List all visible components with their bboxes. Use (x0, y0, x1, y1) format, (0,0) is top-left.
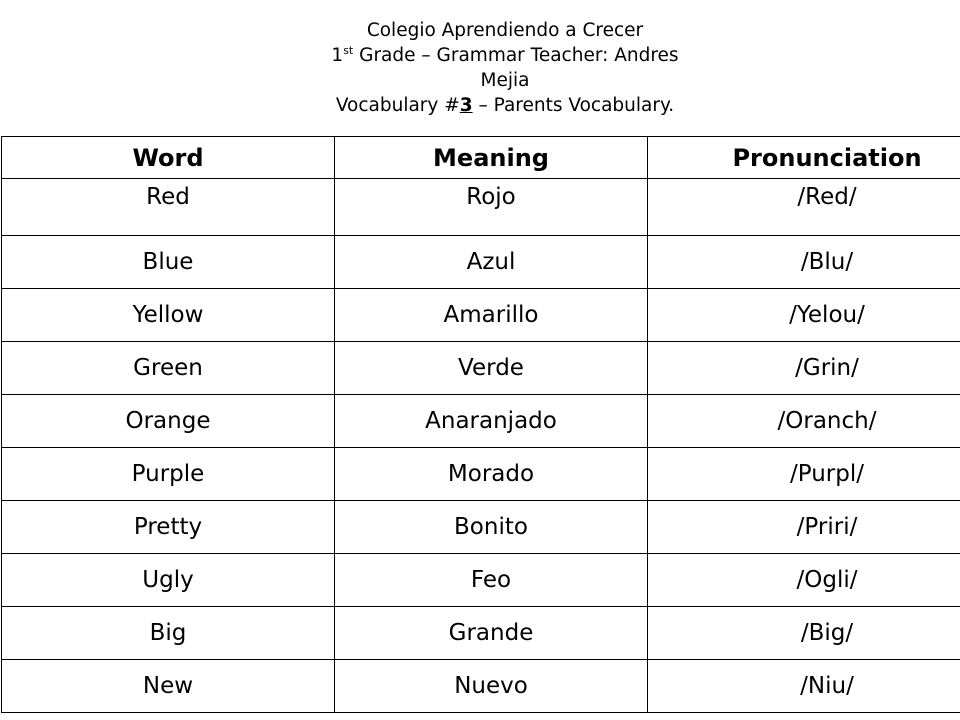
pronunciation-cell: /Blu/ (648, 236, 960, 289)
vocabulary-suffix: – Parents Vocabulary. (472, 95, 675, 116)
column-header-pronunciation: Pronunciation (648, 137, 960, 179)
table-row (2, 501, 960, 554)
pronunciation-cell: /Ogli/ (648, 554, 960, 607)
pronunciation-cell: /Oranch/ (648, 395, 960, 448)
table-header-row (2, 137, 960, 179)
grade-teacher-line (0, 43, 960, 68)
meaning-cell: Bonito (335, 501, 648, 554)
meaning-cell: Nuevo (335, 660, 648, 713)
table-row (2, 342, 960, 395)
table-row (2, 607, 960, 660)
word-cell: New (2, 660, 335, 713)
word-cell: Purple (2, 448, 335, 501)
vocabulary-number: 3 (459, 95, 473, 116)
meaning-cell: Morado (335, 448, 648, 501)
word-cell: Orange (2, 395, 335, 448)
grade-number: 1 (331, 45, 344, 66)
pronunciation-cell: /Red/ (648, 179, 960, 236)
meaning-cell: Feo (335, 554, 648, 607)
word-cell: Ugly (2, 554, 335, 607)
table-row (2, 448, 960, 501)
meaning-cell: Anaranjado (335, 395, 648, 448)
pronunciation-cell: /Purpl/ (648, 448, 960, 501)
teacher-surname: Mejia (480, 70, 530, 91)
table-row (2, 236, 960, 289)
pronunciation-cell: /Grin/ (648, 342, 960, 395)
word-cell: Blue (2, 236, 335, 289)
word-cell: Big (2, 607, 335, 660)
word-cell: Yellow (2, 289, 335, 342)
meaning-cell: Amarillo (335, 289, 648, 342)
column-header-meaning: Meaning (335, 137, 648, 179)
document-header (0, 18, 960, 118)
pronunciation-cell: /Niu/ (648, 660, 960, 713)
meaning-cell: Verde (335, 342, 648, 395)
table-row (2, 395, 960, 448)
vocabulary-prefix: Vocabulary # (335, 95, 460, 116)
vocabulary-title (0, 93, 960, 118)
grade-suffix: st (343, 44, 354, 57)
table-row (2, 554, 960, 607)
pronunciation-cell: /Yelou/ (648, 289, 960, 342)
meaning-cell: Azul (335, 236, 648, 289)
pronunciation-cell: /Big/ (648, 607, 960, 660)
word-cell: Pretty (2, 501, 335, 554)
meaning-cell: Rojo (335, 179, 648, 236)
word-cell: Green (2, 342, 335, 395)
word-cell: Red (2, 179, 335, 236)
column-header-word: Word (2, 137, 335, 179)
table-row (2, 179, 960, 236)
meaning-cell: Grande (335, 607, 648, 660)
pronunciation-cell: /Priri/ (648, 501, 960, 554)
table-row (2, 660, 960, 713)
grade-teacher-text: Grade – Grammar Teacher: Andres (353, 45, 679, 66)
school-name: Colegio Aprendiendo a Crecer (366, 20, 644, 41)
vocabulary-table (1, 136, 960, 713)
table-row (2, 289, 960, 342)
